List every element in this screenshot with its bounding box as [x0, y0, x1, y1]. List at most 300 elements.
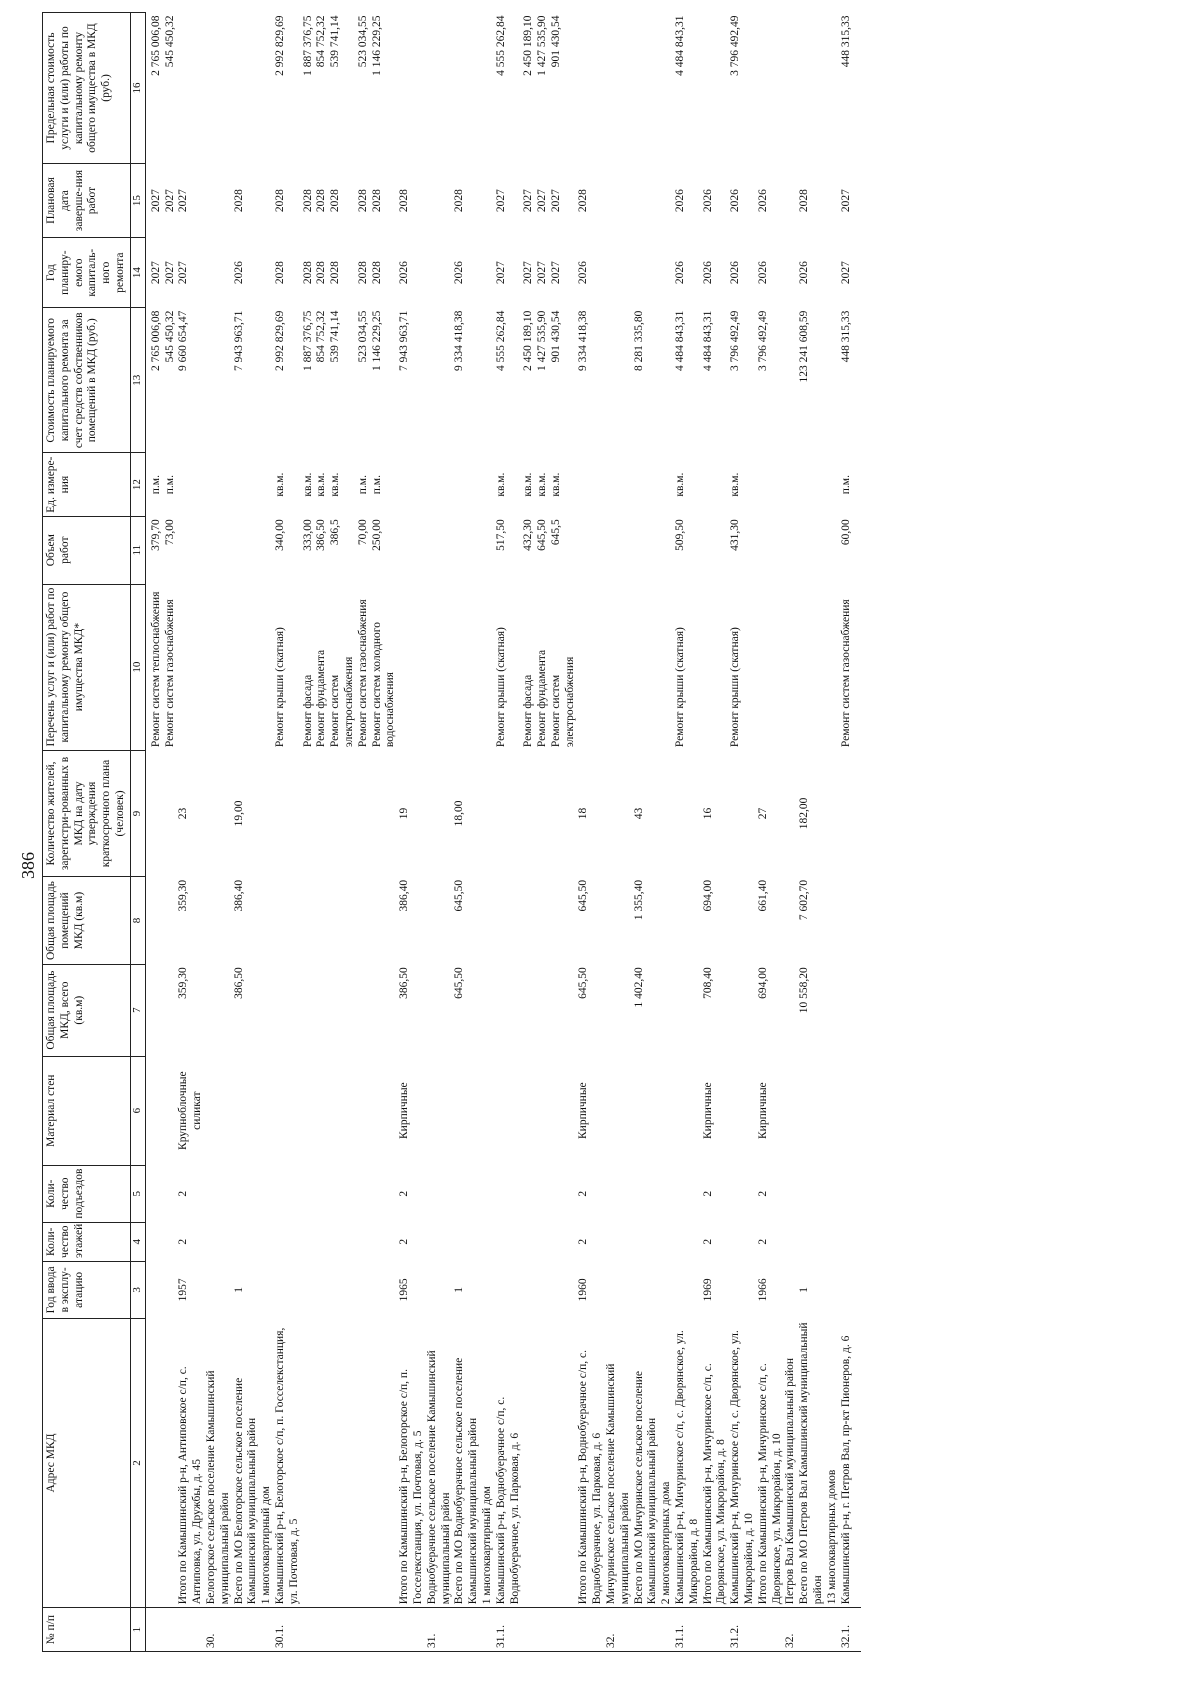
table-cell: кв.м.: [536, 472, 549, 497]
table-cell: [550, 877, 578, 964]
table-cell: [164, 1608, 178, 1652]
table-cell: 60,00: [839, 519, 852, 546]
table-cell: Мичуринское сельское поселение Камышинский муниципальный район: [605, 1363, 631, 1605]
table-cell: [233, 584, 261, 750]
table-row: [233, 13, 261, 1652]
table-cell: Ремонт систем теплоснабжения: [149, 591, 162, 748]
table-cell: [274, 1261, 302, 1318]
table-cell: Камышинский р-н, Мичуринское с/п, с. Дворянское, ул. Микрорайон, д. 8: [674, 1330, 700, 1605]
table-row: [205, 13, 233, 1652]
table-cell: [729, 750, 757, 877]
table-cell: [177, 1608, 205, 1652]
table-cell: Итого по Камышинский р-н, Воднобуерачное с/п, с. Воднобуерачное, ул. Парковая, д. 6: [577, 1350, 604, 1605]
table-cell: [205, 750, 233, 877]
table-cell: 2028: [315, 189, 328, 213]
table-cell: 2028: [301, 261, 314, 285]
table-cell: 386,50: [398, 967, 411, 999]
table-cell: 31.: [426, 1608, 454, 1652]
table-cell: [522, 1222, 536, 1261]
table-cell: [302, 1165, 316, 1222]
table-cell: 4 484 843,31: [674, 15, 687, 76]
table-cell: 1966: [756, 1278, 769, 1302]
table-cell: [205, 163, 233, 237]
table-cell: 2: [577, 1238, 590, 1245]
table-cell: [536, 1261, 550, 1318]
table-cell: [798, 1608, 826, 1652]
table-cell: [426, 1165, 454, 1222]
table-cell: [145, 877, 163, 964]
table-cell: кв.м.: [729, 472, 742, 497]
table-cell: 386,40: [232, 879, 245, 912]
table-cell: [145, 964, 163, 1056]
table-cell: [536, 1318, 550, 1608]
table-cell: [633, 453, 661, 516]
table-cell: [371, 750, 399, 877]
table-cell: [577, 516, 605, 584]
table-cell: [757, 516, 785, 584]
table-cell: [633, 1608, 661, 1652]
table-cell: [260, 584, 274, 750]
table-cell: 2027: [177, 189, 190, 213]
table-cell: 2028: [798, 189, 811, 213]
column-number: 10: [130, 584, 145, 750]
table-cell: [145, 1261, 163, 1318]
table-row: [550, 13, 578, 1652]
table-cell: п.м.: [370, 475, 383, 495]
table-cell: [660, 308, 674, 453]
table-cell: [274, 1222, 302, 1261]
table-cell: [798, 584, 826, 750]
table-cell: [702, 453, 730, 516]
column-number: 9: [130, 750, 145, 877]
table-cell: 1957: [177, 1278, 190, 1302]
table-cell: Всего по МО Мичуринское сельское поселение Камышинский муниципальный район: [632, 1370, 659, 1605]
table-cell: [660, 13, 674, 164]
table-cell: [840, 1056, 862, 1165]
table-cell: [426, 1222, 454, 1261]
table-cell: [302, 750, 316, 877]
table-cell: [164, 750, 178, 877]
table-cell: [826, 1165, 840, 1222]
table-cell: 70,00: [356, 519, 369, 546]
table-cell: [550, 1222, 578, 1261]
table-cell: [481, 1165, 495, 1222]
column-header: Адрес МКД: [43, 1318, 131, 1608]
table-cell: п.м.: [356, 475, 369, 495]
table-cell: [329, 877, 357, 964]
table-cell: [550, 1261, 578, 1318]
table-cell: 1 887 376,75: [301, 310, 314, 371]
table-cell: [605, 13, 633, 164]
table-cell: 2026: [729, 261, 742, 285]
table-cell: 182,00: [798, 797, 811, 830]
table-cell: 509,50: [674, 519, 687, 551]
table-cell: [784, 1165, 798, 1222]
table-cell: [605, 964, 633, 1056]
table-cell: 2: [701, 1238, 714, 1245]
table-cell: [233, 1165, 261, 1222]
table-cell: 2027: [163, 189, 176, 213]
table-cell: Ремонт крыши (скатная): [273, 627, 286, 748]
table-row: [798, 13, 826, 1652]
table-cell: 901 430,54: [549, 15, 562, 68]
table-cell: [840, 877, 862, 964]
table-cell: 2026: [798, 261, 811, 285]
table-cell: [205, 453, 233, 516]
table-row: [315, 13, 329, 1652]
table-cell: Камышинский р-н, г. Петров Вал, пр-кт Пионеров, д. 6: [839, 1335, 852, 1605]
table-cell: [495, 1261, 523, 1318]
table-cell: [145, 1608, 163, 1652]
table-cell: 2 450 189,10: [522, 15, 535, 76]
table-cell: [398, 1608, 426, 1652]
table-cell: Ремонт крыши (скатная): [674, 627, 687, 748]
table-cell: [371, 1608, 399, 1652]
table-cell: [426, 453, 454, 516]
table-cell: [536, 1608, 550, 1652]
table-row: [784, 13, 798, 1652]
table-cell: [481, 584, 495, 750]
table-cell: [784, 516, 798, 584]
table-cell: [633, 13, 661, 164]
table-cell: 854 752,32: [315, 15, 328, 68]
table-cell: 43: [632, 807, 645, 820]
table-row: [522, 13, 536, 1652]
table-cell: Итого по Камышинский р-н, Антиповское с/п, с. Антиповка, ул. Дружбы, д. 45: [177, 1366, 204, 1605]
table-cell: [798, 1165, 826, 1222]
column-header: Ед. измере-ния: [43, 453, 131, 516]
table-cell: 8 281 335,80: [632, 310, 645, 371]
table-cell: [495, 1222, 523, 1261]
page-number: 386: [18, 852, 38, 879]
table-cell: [453, 13, 481, 164]
table-cell: кв.м.: [494, 472, 507, 497]
table-cell: 23: [177, 807, 190, 820]
table-cell: Всего по МО Воднобуерачное сельское поселение Камышинский муниципальный район: [453, 1357, 480, 1605]
table-row: [357, 13, 371, 1652]
table-cell: [660, 453, 674, 516]
table-cell: [205, 13, 233, 164]
table-cell: [660, 1056, 674, 1165]
table-cell: [145, 750, 163, 877]
table-cell: [826, 750, 840, 877]
table-cell: [274, 1165, 302, 1222]
table-cell: [840, 1222, 862, 1261]
table-cell: [164, 964, 178, 1056]
table-cell: [674, 1165, 702, 1222]
table-cell: 2028: [453, 189, 466, 213]
table-cell: 2026: [453, 261, 466, 285]
table-row: [302, 13, 316, 1652]
table-cell: 32.: [784, 1608, 798, 1652]
table-cell: Кирпичные: [701, 1082, 714, 1139]
table-cell: [522, 1165, 536, 1222]
table-cell: 2027: [522, 261, 535, 285]
table-cell: [550, 750, 578, 877]
table-cell: [260, 1222, 274, 1261]
table-cell: [398, 584, 426, 750]
table-cell: 2026: [701, 189, 714, 213]
table-cell: [605, 163, 633, 237]
table-cell: 2: [756, 1238, 769, 1245]
table-cell: 2 765 006,08: [149, 310, 162, 371]
table-cell: 854 752,32: [315, 310, 328, 363]
table-cell: [371, 964, 399, 1056]
table-cell: кв.м.: [315, 472, 328, 497]
table-cell: [536, 1165, 550, 1222]
table-cell: [274, 750, 302, 877]
table-row: [145, 13, 163, 1652]
table-row: [329, 13, 357, 1652]
column-number: 15: [130, 163, 145, 237]
column-header: Общая площадь помещений МКД (кв.м): [43, 877, 131, 964]
table-cell: [453, 1222, 481, 1261]
table-cell: 1 402,40: [632, 967, 645, 1008]
table-cell: [164, 877, 178, 964]
table-cell: [577, 13, 605, 164]
table-cell: [398, 453, 426, 516]
table-cell: [233, 13, 261, 164]
table-cell: 708,40: [701, 967, 714, 999]
table-cell: 2027: [536, 189, 549, 213]
table-cell: 19,00: [232, 800, 245, 827]
table-cell: [826, 308, 840, 453]
table-cell: [357, 750, 371, 877]
column-number-row: [130, 13, 145, 1652]
table-cell: [536, 1056, 550, 1165]
table-cell: Кирпичные: [756, 1082, 769, 1139]
table-cell: [426, 1056, 454, 1165]
table-cell: Ремонт систем электроснабжения: [329, 656, 355, 748]
table-cell: [495, 964, 523, 1056]
table-cell: 2026: [577, 261, 590, 285]
table-cell: [205, 1165, 233, 1222]
table-cell: [315, 1056, 329, 1165]
table-cell: 661,40: [756, 879, 769, 912]
table-cell: [605, 1261, 633, 1318]
table-row: [826, 13, 840, 1652]
table-cell: [798, 453, 826, 516]
table-cell: 9 334 418,38: [577, 310, 590, 371]
table-cell: 2028: [370, 261, 383, 285]
table-cell: 1 887 376,75: [301, 15, 314, 76]
table-cell: [453, 584, 481, 750]
table-cell: [371, 1318, 399, 1608]
table-cell: [426, 964, 454, 1056]
column-number: 11: [130, 516, 145, 584]
table-cell: [702, 13, 730, 164]
table-cell: [784, 1056, 798, 1165]
table-cell: [205, 584, 233, 750]
repair-plan-table: [42, 12, 861, 1652]
table-row: [164, 13, 178, 1652]
table-cell: [329, 1608, 357, 1652]
table-cell: 340,00: [273, 519, 286, 551]
column-header: Год ввода в эксплу-атацию: [43, 1261, 131, 1318]
table-cell: [633, 238, 661, 308]
table-cell: [757, 453, 785, 516]
table-cell: [826, 1608, 840, 1652]
table-cell: [481, 1261, 495, 1318]
table-cell: [302, 1608, 316, 1652]
table-cell: [729, 964, 757, 1056]
table-cell: 2028: [315, 261, 328, 285]
table-cell: 2027: [839, 189, 852, 213]
table-cell: 545 450,32: [163, 310, 176, 363]
table-row: [481, 13, 495, 1652]
table-cell: [784, 13, 798, 164]
table-cell: [784, 964, 798, 1056]
table-cell: 694,00: [756, 967, 769, 999]
table-cell: кв.м.: [329, 472, 342, 497]
table-cell: [357, 1056, 371, 1165]
table-cell: 2028: [232, 189, 245, 213]
table-cell: [398, 516, 426, 584]
table-cell: [205, 516, 233, 584]
table-cell: [660, 1608, 674, 1652]
table-cell: [205, 1261, 233, 1318]
table-cell: [315, 1608, 329, 1652]
column-header: Год планиру-емого капиталь-ного ремонта: [43, 238, 131, 308]
column-header: Коли-чество подъездов: [43, 1165, 131, 1222]
table-cell: Ремонт фундамента: [315, 649, 328, 748]
table-row: [633, 13, 661, 1652]
table-cell: 2026: [701, 261, 714, 285]
table-cell: [329, 1222, 357, 1261]
table-cell: 30.: [205, 1608, 233, 1652]
table-cell: 2027: [494, 189, 507, 213]
header-row: [43, 13, 131, 1652]
table-cell: [729, 1222, 757, 1261]
table-cell: [481, 516, 495, 584]
table-cell: [260, 1261, 274, 1318]
table-cell: 545 450,32: [163, 15, 176, 68]
table-cell: Петров Вал Камышинский муниципальный район: [784, 1357, 797, 1605]
table-cell: 2028: [370, 189, 383, 213]
table-cell: [329, 750, 357, 877]
table-cell: п.м.: [149, 475, 162, 495]
table-cell: [495, 1056, 523, 1165]
table-cell: [260, 238, 274, 308]
table-cell: [633, 1165, 661, 1222]
table-cell: [729, 877, 757, 964]
table-cell: 645,5: [549, 519, 562, 546]
table-row: [371, 13, 399, 1652]
table-cell: 2028: [356, 189, 369, 213]
table-cell: Ремонт систем электроснабжения: [549, 656, 576, 748]
table-row: [274, 13, 302, 1652]
table-cell: 31.1.: [674, 1608, 702, 1652]
table-cell: [536, 750, 550, 877]
table-cell: 1 427 535,90: [536, 310, 549, 371]
table-cell: [633, 1222, 661, 1261]
table-cell: 2028: [329, 189, 342, 213]
table-cell: 18: [577, 807, 590, 820]
table-cell: [784, 238, 798, 308]
table-cell: 523 034,55: [356, 15, 369, 68]
table-cell: 2 765 006,08: [149, 15, 162, 76]
table-cell: [260, 1165, 274, 1222]
table-cell: [260, 308, 274, 453]
table-cell: [481, 13, 495, 164]
table-cell: [481, 750, 495, 877]
table-cell: 10 558,20: [798, 967, 811, 1014]
table-cell: [605, 516, 633, 584]
table-cell: [481, 1222, 495, 1261]
table-cell: [633, 1056, 661, 1165]
table-cell: [426, 13, 454, 164]
table-cell: [164, 1318, 178, 1608]
column-header: Коли-чество этажей: [43, 1222, 131, 1261]
table-cell: [357, 1318, 371, 1608]
column-number: 16: [130, 13, 145, 164]
table-cell: [371, 877, 399, 964]
column-header: Предельная стоимость услуги и (или) работы по капитальному ремонту общего имущества в МКД (руб.): [43, 13, 131, 164]
table-cell: 333,00: [301, 519, 314, 551]
table-cell: [145, 1056, 163, 1165]
table-cell: Ремонт крыши (скатная): [494, 627, 507, 748]
table-cell: [357, 877, 371, 964]
table-cell: [729, 1165, 757, 1222]
column-header: Перечень услуг и (или) работ по капитальному ремонту общего имущества МКД*: [43, 584, 131, 750]
table-row: [495, 13, 523, 1652]
table-cell: 4 555 262,84: [494, 15, 507, 76]
table-cell: [784, 163, 798, 237]
table-cell: [302, 1261, 316, 1318]
table-cell: 4 484 843,31: [701, 310, 714, 371]
column-header: Стоимость планируемого капитального ремонта за счет средств собственников помещений в МКД (руб.): [43, 308, 131, 453]
table-cell: [145, 1318, 163, 1608]
table-row: [577, 13, 605, 1652]
table-cell: кв.м.: [522, 472, 535, 497]
table-cell: [398, 13, 426, 164]
table-cell: 31.2.: [729, 1608, 757, 1652]
table-cell: 2 992 829,69: [273, 15, 286, 76]
table-cell: 1: [453, 1286, 466, 1293]
table-cell: [302, 1056, 316, 1165]
table-cell: 13 многоквартирных домов: [825, 1469, 838, 1605]
table-cell: [660, 1261, 674, 1318]
table-cell: 7 943 963,71: [398, 310, 411, 371]
table-cell: [633, 584, 661, 750]
table-cell: 2028: [273, 189, 286, 213]
table-cell: 123 241 608,59: [798, 310, 811, 383]
table-cell: [605, 1165, 633, 1222]
table-cell: [605, 453, 633, 516]
table-cell: Ремонт систем холодного водоснабжения: [370, 622, 397, 748]
table-cell: 3 796 492,49: [729, 310, 742, 371]
table-cell: [633, 516, 661, 584]
table-cell: 7 943 963,71: [232, 310, 245, 371]
table-cell: [660, 1222, 674, 1261]
table-cell: [329, 1318, 357, 1608]
table-cell: [481, 238, 495, 308]
table-cell: [481, 1056, 495, 1165]
table-cell: [577, 453, 605, 516]
table-cell: [426, 516, 454, 584]
table-cell: [826, 877, 840, 964]
table-cell: 2026: [674, 189, 687, 213]
table-cell: [426, 308, 454, 453]
table-cell: [784, 1222, 798, 1261]
table-cell: [784, 453, 798, 516]
table-cell: [660, 516, 674, 584]
table-cell: [145, 1165, 163, 1222]
table-cell: [826, 453, 840, 516]
table-cell: [302, 877, 316, 964]
table-cell: [260, 453, 274, 516]
column-header: Материал стен: [43, 1056, 131, 1165]
